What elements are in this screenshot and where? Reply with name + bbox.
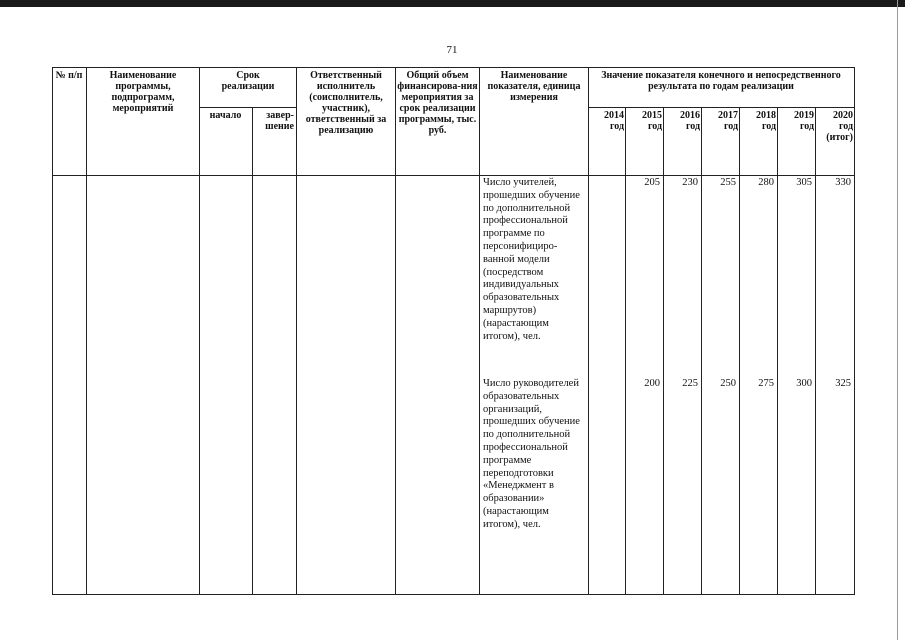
indicator-text: Число учителей, прошедших обучение по дополнительной профессиональной программе по персонифициро-ванной модели (посредством индивидуальных образовательных маршрутов) (нарастающим итогом), чел.: [483, 177, 580, 342]
col-border: [395, 67, 396, 595]
scan-top-band: [0, 0, 905, 7]
header-year: 2015 год: [642, 110, 662, 132]
value-cell: 330: [835, 177, 851, 188]
header-term: Срок реализации: [221, 70, 275, 92]
col-border: [479, 67, 480, 595]
page-number: 71: [446, 44, 458, 56]
header-year: 2019 год: [794, 110, 814, 132]
value-cell: 230: [682, 177, 698, 188]
col-border: [252, 107, 253, 595]
value-cell: 255: [720, 177, 736, 188]
value-cell: 225: [682, 378, 698, 389]
value-cell: 280: [758, 177, 774, 188]
header-values: Значение показателя конечного и непосредственного результата по годам реализации: [601, 70, 841, 92]
header-year: 2016 год: [680, 110, 700, 132]
header-year: 2014 год: [604, 110, 624, 132]
col-border: [296, 67, 297, 595]
scan-page-edge: [897, 0, 898, 640]
col-border: [815, 107, 816, 595]
value-cell: 205: [644, 177, 660, 188]
col-border: [701, 107, 702, 595]
header-funding: Общий объем финансирова-ния мероприятия за срок реализации программы, тыс. руб.: [397, 70, 478, 136]
table-top-border: [52, 67, 855, 68]
value-cell: 325: [835, 378, 851, 389]
col-border: [52, 67, 53, 595]
table-bottom-border: [52, 594, 855, 595]
col-border: [739, 107, 740, 595]
header-bottom-border: [52, 175, 855, 176]
col-border: [625, 107, 626, 595]
header-year: 2018 год: [756, 110, 776, 132]
value-cell: 300: [796, 378, 812, 389]
value-cell: 275: [758, 378, 774, 389]
header-num: № п/п: [55, 70, 83, 81]
col-border: [588, 67, 589, 595]
value-cell: 200: [644, 378, 660, 389]
header-term-start: начало: [209, 110, 242, 121]
header-name: Наименование программы, подпрограмм, мероприятий: [109, 70, 177, 114]
header-year: 2017 год: [718, 110, 738, 132]
col-border: [199, 67, 200, 595]
term-subheader-line: [199, 107, 296, 108]
col-border: [663, 107, 664, 595]
header-indicator: Наименование показателя, единица измерения: [487, 70, 581, 103]
col-border: [86, 67, 87, 595]
col-border: [777, 107, 778, 595]
value-cell: 305: [796, 177, 812, 188]
col-border: [854, 67, 855, 595]
header-term-end: завер-шение: [265, 110, 294, 132]
value-cell: 250: [720, 378, 736, 389]
header-year: 2020 год (итог): [826, 110, 853, 143]
indicator-text: Число руководителей образовательных организаций, прошедших обучение по дополнительной профессиональной программе переподготовки «Менеджмент в образовании» (нарастающим итогом), чел.: [483, 378, 580, 530]
header-responsible: Ответственный исполнитель (соисполнитель, участник), ответственный за реализацию: [305, 70, 387, 136]
